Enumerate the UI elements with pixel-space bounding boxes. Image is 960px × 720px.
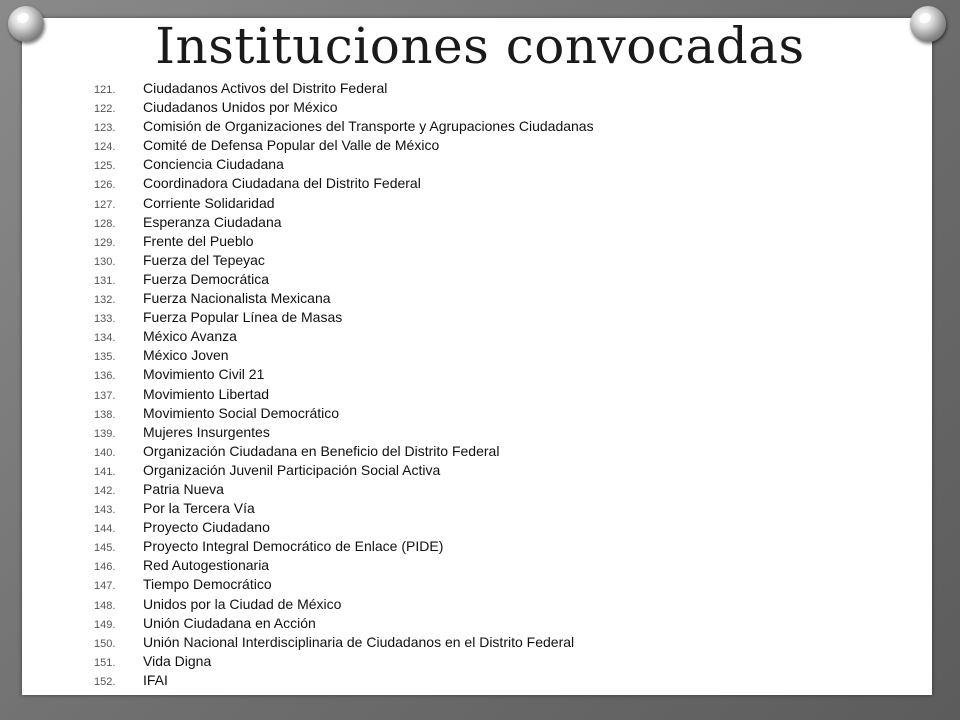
item-label: Fuerza Popular Línea de Masas <box>143 309 343 326</box>
item-number: 138. <box>94 408 116 421</box>
item-label: Esperanza Ciudadana <box>143 213 282 230</box>
item-number: 149. <box>94 618 116 631</box>
item-number: 141. <box>94 465 116 478</box>
list-item <box>94 79 914 98</box>
item-label: Movimiento Civil 21 <box>143 366 265 383</box>
list-item <box>94 213 914 232</box>
item-number: 151. <box>94 656 116 669</box>
item-label: Fuerza Democrática <box>143 270 270 287</box>
list-item <box>94 575 914 594</box>
list-item <box>94 194 914 213</box>
list-item <box>94 365 914 384</box>
list-item <box>94 499 914 518</box>
list-item <box>94 537 914 556</box>
item-number: 144. <box>94 523 116 536</box>
item-label: México Joven <box>143 347 229 364</box>
list-item <box>94 404 914 423</box>
item-label: Frente del Pueblo <box>143 232 254 249</box>
list-item <box>94 346 914 365</box>
item-label: Coordinadora Ciudadana del Distrito Federal <box>143 175 421 192</box>
item-number: 147. <box>94 580 116 593</box>
item-label: Por la Tercera Vía <box>143 500 255 517</box>
item-number: 129. <box>94 236 116 249</box>
item-number: 121. <box>94 84 116 96</box>
item-label: Unidos por la Ciudad de México <box>143 595 342 612</box>
item-label: Patria Nueva <box>143 480 224 497</box>
slide-title: Instituciones convocadas <box>155 17 805 75</box>
item-number: 152. <box>94 675 116 688</box>
list-item <box>94 423 914 442</box>
list-item <box>94 232 914 251</box>
list-item <box>94 442 914 461</box>
list-item <box>94 556 914 575</box>
item-number: 142. <box>94 484 116 497</box>
list-item <box>94 174 914 193</box>
item-label: Proyecto Integral Democrático de Enlace (PIDE) <box>143 538 444 555</box>
item-label: Unión Ciudadana en Acción <box>143 614 316 631</box>
item-number: 125. <box>94 160 116 173</box>
list-item <box>94 98 914 117</box>
item-label: Fuerza Nacionalista Mexicana <box>143 290 331 307</box>
list-item <box>94 518 914 537</box>
item-label: Proyecto Ciudadano <box>143 519 270 536</box>
item-number: 137. <box>94 389 116 402</box>
item-number: 127. <box>94 198 116 211</box>
item-number: 134. <box>94 332 116 345</box>
item-label: Corriente Solidaridad <box>143 194 275 211</box>
item-number: 133. <box>94 313 116 326</box>
item-label: México Avanza <box>143 328 237 345</box>
item-number: 126. <box>94 179 116 192</box>
item-label: Conciencia Ciudadana <box>143 156 284 173</box>
institution-list <box>94 79 914 690</box>
list-item <box>94 385 914 404</box>
item-label: IFAI <box>143 671 168 688</box>
item-label: Organización Juvenil Participación Social Activa <box>143 461 441 478</box>
item-number: 148. <box>94 599 116 612</box>
item-number: 132. <box>94 294 116 307</box>
item-number: 124. <box>94 141 116 154</box>
item-label: Unión Nacional Interdisciplinaria de Ciudadanos en el Distrito Federal <box>143 633 575 650</box>
item-number: 122. <box>94 103 116 116</box>
item-number: 143. <box>94 504 116 517</box>
item-label: Red Autogestionaria <box>143 557 270 574</box>
list-item <box>94 327 914 346</box>
item-label: Ciudadanos Unidos por México <box>143 99 338 116</box>
item-label: Fuerza del Tepeyac <box>143 251 265 268</box>
item-number: 140. <box>94 446 116 459</box>
item-number: 128. <box>94 217 116 230</box>
item-number: 130. <box>94 255 116 268</box>
list-item <box>94 480 914 499</box>
list-item <box>94 461 914 480</box>
list-item <box>94 289 914 308</box>
list-item <box>94 136 914 155</box>
list-item <box>94 308 914 327</box>
list-item <box>94 270 914 289</box>
item-label: Ciudadanos Activos del Distrito Federal <box>143 80 388 96</box>
list-item <box>94 595 914 614</box>
list-item <box>94 633 914 652</box>
item-label: Comité de Defensa Popular del Valle de México <box>143 137 440 154</box>
list-item <box>94 614 914 633</box>
item-label: Tiempo Democrático <box>143 576 272 593</box>
item-number: 146. <box>94 561 116 574</box>
item-label: Mujeres Insurgentes <box>143 423 270 440</box>
list-item <box>94 117 914 136</box>
item-number: 123. <box>94 122 116 135</box>
item-number: 136. <box>94 370 116 383</box>
item-label: Comisión de Organizaciones del Transporte y Agrupaciones Ciudadanas <box>143 118 594 135</box>
item-number: 145. <box>94 542 116 555</box>
list-item <box>94 671 914 690</box>
list-item <box>94 251 914 270</box>
item-label: Organización Ciudadana en Beneficio del Distrito Federal <box>143 442 500 459</box>
item-number: 150. <box>94 637 116 650</box>
item-label: Vida Digna <box>143 652 212 669</box>
item-label: Movimiento Libertad <box>143 385 270 402</box>
item-number: 139. <box>94 427 116 440</box>
item-label: Movimiento Social Democrático <box>143 404 340 421</box>
item-number: 135. <box>94 351 116 364</box>
item-number: 131. <box>94 274 116 287</box>
list-item <box>94 155 914 174</box>
list-item <box>94 652 914 671</box>
